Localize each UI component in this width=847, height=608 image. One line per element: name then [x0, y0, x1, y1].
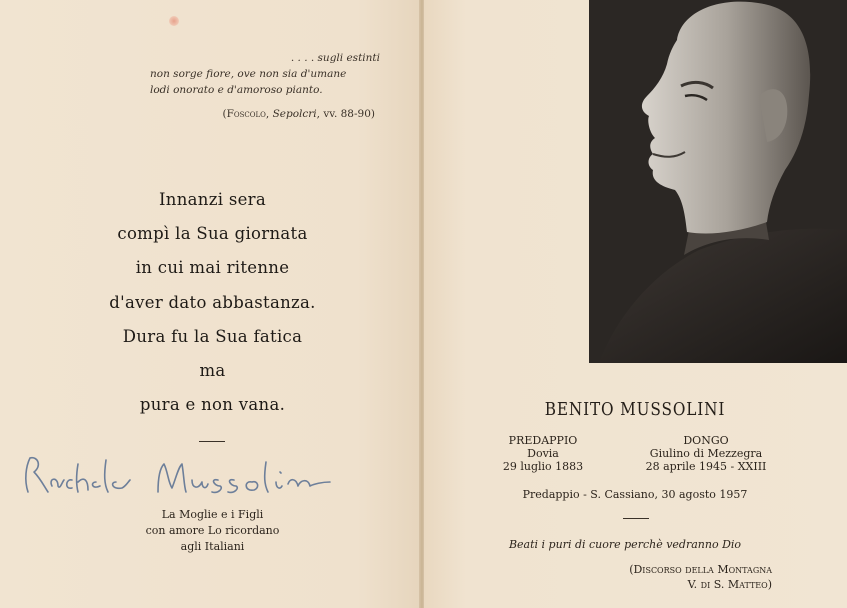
- signature-drawing: [18, 452, 338, 502]
- epigraph-line: non sorge fiore, ove non sia d'umane: [150, 68, 347, 80]
- beatitude-quote: Beati i puri di cuore perchè vedranno Dio: [508, 538, 742, 551]
- burial-info: Predappio - S. Cassiano, 30 agosto 1957: [522, 488, 748, 501]
- poem-line: in cui mai ritenne: [135, 258, 290, 278]
- death-info: [628, 434, 784, 473]
- paper-stain: [169, 16, 179, 26]
- citation-author: Foscolo: [226, 108, 266, 120]
- dedication-line: La Moglie e i Figli: [161, 508, 264, 521]
- citation-sep: ,: [265, 108, 273, 120]
- citation-open: (: [222, 108, 227, 120]
- birth-date: 29 luglio 1883: [502, 460, 584, 473]
- citation-work: Sepolcri: [272, 108, 317, 120]
- handwritten-signature: [18, 452, 338, 502]
- citation-verses: , vv. 88-90): [316, 108, 375, 120]
- birth-info: [490, 434, 596, 473]
- family-dedication: [110, 507, 315, 555]
- memorial-poem: [60, 183, 365, 422]
- poem-line: Dura fu la Sua fatica: [122, 326, 303, 346]
- poem-line: ma: [199, 361, 226, 381]
- portrait-drawing: [589, 0, 847, 363]
- epigraph: [150, 50, 380, 98]
- source-line: (Discorso della Montagna: [629, 563, 772, 576]
- birth-locality: Dovia: [527, 447, 559, 460]
- poem-line: compì la Sua giornata: [117, 224, 308, 244]
- dedication-line: con amore Lo ricordano: [145, 524, 280, 537]
- portrait-photo: [589, 0, 847, 363]
- epigraph-line: . . . . sugli estinti: [290, 52, 380, 64]
- dedication-line: agli Italiani: [180, 540, 245, 553]
- poem-line: Innanzi sera: [158, 190, 266, 209]
- poem-line: pura e non vana.: [139, 395, 286, 415]
- deceased-name: BENITO MUSSOLINI: [544, 399, 726, 420]
- birth-place: PREDAPPIO: [508, 434, 578, 447]
- death-locality: Giulino di Mezzegra: [649, 447, 763, 460]
- divider: [199, 441, 225, 442]
- divider: [623, 518, 649, 519]
- death-date: 28 aprile 1945 - XXIII: [645, 460, 767, 473]
- poem-line: d'aver dato abbastanza.: [109, 292, 316, 312]
- quote-source: [560, 562, 772, 592]
- left-page: [0, 0, 421, 608]
- epigraph-line: lodi onorato e d'amoroso pianto.: [150, 84, 323, 96]
- death-place: DONGO: [683, 434, 729, 447]
- epigraph-citation: [150, 108, 375, 120]
- source-line: V. di S. Matteo): [687, 578, 772, 591]
